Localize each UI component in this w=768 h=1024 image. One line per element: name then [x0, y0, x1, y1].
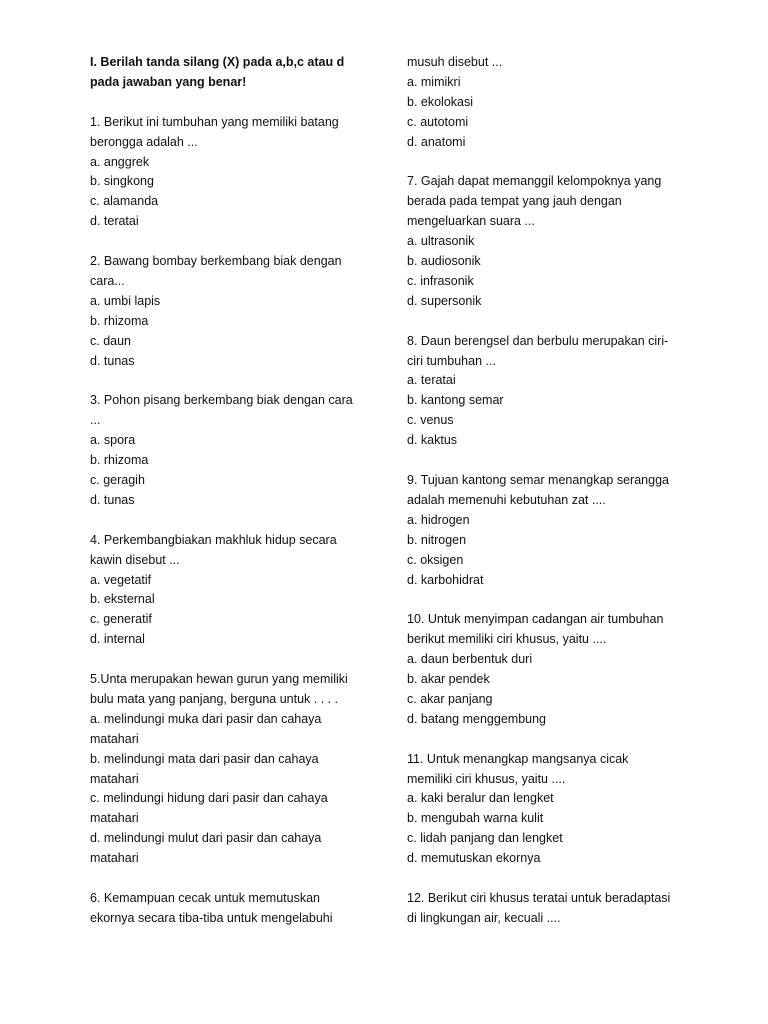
spacer [90, 869, 365, 889]
spacer [407, 869, 682, 889]
question-block [90, 670, 365, 869]
question-text: 2. Bawang bombay berkembang biak dengan [90, 254, 342, 269]
answer-option: a. mimikri [407, 74, 461, 89]
answer-option: b. nitrogen [407, 532, 467, 547]
instruction-line: I. Berilah tanda silang (X) pada a,b,c atau d [90, 55, 345, 69]
answer-option: b. audiosonik [407, 254, 481, 269]
answer-option: d. karbohidrat [407, 572, 484, 587]
question-text: adalah memenuhi kebutuhan zat .... [407, 492, 606, 507]
question-text: berikut memiliki ciri khusus, yaitu .... [407, 632, 607, 647]
answer-option: matahari [90, 771, 139, 786]
left-column [90, 53, 365, 929]
answer-option: a. ultrasonik [407, 234, 475, 249]
answer-option: b. rhizoma [90, 313, 149, 328]
answer-option: d. tunas [90, 353, 135, 368]
answer-option: b. rhizoma [90, 453, 149, 468]
answer-option: b. eksternal [90, 592, 155, 607]
question-block [407, 750, 682, 869]
question-text: 4. Perkembangbiakan makhluk hidup secara [90, 532, 337, 547]
answer-option: b. kantong semar [407, 393, 504, 408]
answer-option: d. supersonik [407, 293, 482, 308]
question-text: cara... [90, 273, 125, 288]
answer-option: c. melindungi hidung dari pasir dan cahaya [90, 791, 328, 806]
question-block [407, 471, 682, 590]
answer-option: d. batang menggembung [407, 711, 546, 726]
question-block [407, 172, 682, 311]
answer-option: c. autotomi [407, 114, 469, 129]
spacer [90, 650, 365, 670]
answer-option: d. memutuskan ekornya [407, 851, 541, 866]
question-text: 9. Tujuan kantong semar menangkap serangga [407, 472, 669, 487]
answer-option: a. hidrogen [407, 512, 470, 527]
answer-option: b. singkong [90, 174, 154, 189]
answer-option: b. ekolokasi [407, 94, 474, 109]
spacer [90, 371, 365, 391]
answer-option: c. akar panjang [407, 691, 493, 706]
spacer [90, 511, 365, 531]
right-column [407, 53, 682, 929]
answer-option: d. kaktus [407, 433, 458, 448]
spacer [407, 153, 682, 173]
spacer [407, 730, 682, 750]
question-text: musuh disebut ... [407, 55, 503, 69]
answer-option: c. generatif [90, 612, 152, 627]
question-text: bulu mata yang panjang, berguna untuk . . . . [90, 691, 339, 706]
spacer [90, 232, 365, 252]
question-block [90, 531, 365, 650]
answer-option: matahari [90, 731, 139, 746]
question-block [90, 113, 365, 232]
question-text: 10. Untuk menyimpan cadangan air tumbuhan [407, 612, 664, 627]
question-text: ekornya secara tiba-tiba untuk mengelabuhi [90, 910, 333, 925]
question-text: 11. Untuk menangkap mangsanya cicak [407, 751, 629, 766]
answer-option: a. umbi lapis [90, 293, 161, 308]
question-block [90, 252, 365, 371]
question-text: ciri tumbuhan ... [407, 353, 496, 368]
spacer [90, 93, 365, 113]
answer-option: c. alamanda [90, 194, 159, 209]
question-text: 3. Pohon pisang berkembang biak dengan cara [90, 393, 353, 408]
answer-option: c. daun [90, 333, 132, 348]
answer-option: a. kaki beralur dan lengket [407, 791, 554, 806]
answer-option: b. akar pendek [407, 672, 490, 687]
question-text: mengeluarkan suara ... [407, 214, 535, 229]
question-text: 7. Gajah dapat memanggil kelompoknya yang [407, 174, 662, 189]
answer-option: a. anggrek [90, 154, 150, 169]
question-text: 1. Berikut ini tumbuhan yang memiliki batang [90, 114, 339, 129]
question-block [407, 889, 682, 929]
answer-option: matahari [90, 851, 139, 866]
answer-option: d. anatomi [407, 134, 466, 149]
answer-option: a. teratai [407, 373, 456, 388]
question-text: 5.Unta merupakan hewan gurun yang memiliki [90, 672, 348, 687]
question-block [90, 889, 365, 929]
spacer [407, 451, 682, 471]
question-block [407, 332, 682, 451]
answer-option: c. venus [407, 413, 454, 428]
answer-option: a. melindungi muka dari pasir dan cahaya [90, 711, 322, 726]
answer-option: c. oksigen [407, 552, 464, 567]
question-text: kawin disebut ... [90, 552, 180, 567]
question-text: berongga adalah ... [90, 134, 198, 149]
question-text: memiliki ciri khusus, yaitu .... [407, 771, 566, 786]
question-text: 6. Kemampuan cecak untuk memutuskan [90, 890, 320, 905]
answer-option: a. daun berbentuk duri [407, 652, 533, 667]
question-text: ... [90, 413, 101, 428]
spacer [407, 590, 682, 610]
spacer [407, 312, 682, 332]
instruction-line: pada jawaban yang benar! [90, 74, 247, 89]
answer-option: d. tunas [90, 492, 135, 507]
question-text: berada pada tempat yang jauh dengan [407, 194, 622, 209]
question-text: di lingkungan air, kecuali .... [407, 910, 561, 925]
question-block [90, 391, 365, 510]
question-block [407, 610, 682, 729]
answer-option: d. internal [90, 632, 145, 647]
answer-option: b. melindungi mata dari pasir dan cahaya [90, 751, 319, 766]
answer-option: a. vegetatif [90, 572, 152, 587]
answer-option: c. infrasonik [407, 273, 474, 288]
answer-option: b. mengubah warna kulit [407, 811, 544, 826]
answer-option: c. geragih [90, 472, 145, 487]
answer-option: a. spora [90, 433, 136, 448]
answer-option: d. teratai [90, 214, 139, 229]
question-text: 8. Daun berengsel dan berbulu merupakan ciri- [407, 333, 669, 348]
answer-option: d. melindungi mulut dari pasir dan cahaya [90, 831, 322, 846]
answer-option: c. lidah panjang dan lengket [407, 831, 563, 846]
question-text: 12. Berikut ciri khusus teratai untuk beradaptasi [407, 890, 671, 905]
answer-option: matahari [90, 811, 139, 826]
question-block [407, 53, 682, 153]
